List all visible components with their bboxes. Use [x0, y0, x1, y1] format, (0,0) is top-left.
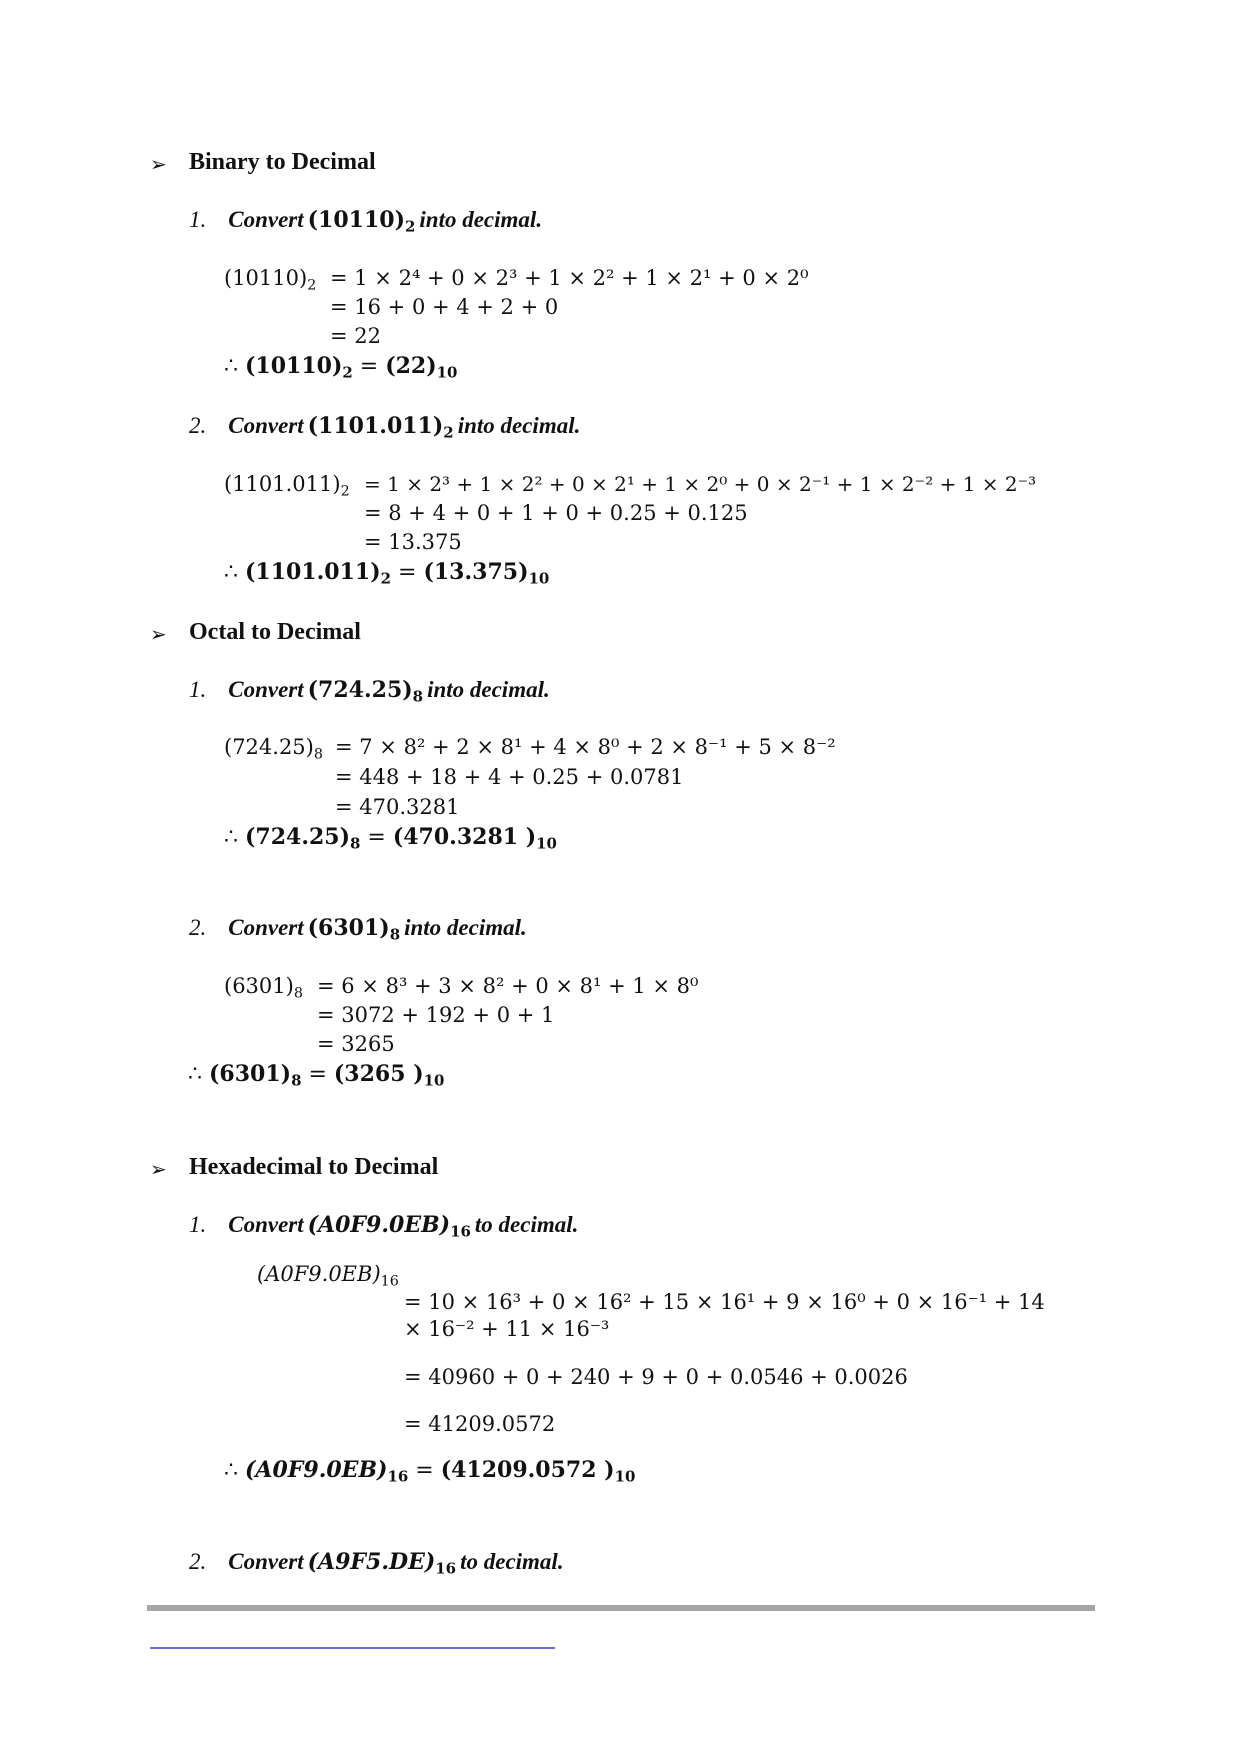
- result-line: ∴ $(1101.011)_2 = (13.375)_{10}$: [224, 559, 550, 588]
- equation-step: = 7 × 8² + 2 × 8¹ + 4 × 8⁰ + 2 × 8⁻¹ + 5 × 8⁻²: [335, 735, 836, 759]
- arrow-bullet-icon: ➢: [150, 622, 167, 646]
- equation-lhs: $(724.25)_8$: [224, 735, 323, 763]
- therefore-icon: ∴: [224, 354, 238, 379]
- equation-step: = 6 × 8³ + 3 × 8² + 0 × 8¹ + 1 × 8⁰: [317, 974, 699, 998]
- problem-suffix: into decimal.: [427, 677, 550, 702]
- problem-prefix: Convert: [228, 1549, 304, 1574]
- footer-divider: [147, 1605, 1095, 1611]
- equation-step: = 3072 + 192 + 0 + 1: [317, 1003, 555, 1027]
- equation-step: = 41209.0572: [404, 1412, 556, 1436]
- problem-value: $(1101.011)_2$: [307, 413, 454, 442]
- problem-value: $(A9F5.DE)_{16}$: [307, 1549, 457, 1578]
- equation-step: × 16⁻² + 11 × 16⁻³: [404, 1317, 610, 1341]
- problem-value: $(A0F9.0EB)_{16}$: [307, 1212, 471, 1241]
- problem-value: $(6301)_8$: [307, 915, 401, 944]
- therefore-icon: ∴: [224, 825, 238, 850]
- problem-prefix: Convert: [228, 413, 304, 438]
- problem-suffix: into decimal.: [457, 413, 581, 438]
- arrow-bullet-icon: ➢: [150, 152, 167, 176]
- equation-step: = 16 + 0 + 4 + 2 + 0: [330, 295, 559, 319]
- problem-number: 2.: [189, 1549, 207, 1574]
- problem-value: $(724.25)_8$: [307, 677, 424, 706]
- equation-step: = 22: [330, 324, 381, 348]
- equation-lhs: $(A0F9.0EB)_{16}$: [257, 1262, 399, 1290]
- result-line: ∴ $(6301)_8 = (3265$ )$_{10}$: [188, 1061, 445, 1090]
- problem-statement: [189, 207, 543, 236]
- problem-suffix: into decimal.: [419, 207, 543, 232]
- problem-number: 1.: [189, 677, 207, 702]
- equation-step: = 3265: [317, 1032, 395, 1056]
- problem-number: 1.: [189, 1212, 207, 1237]
- problem-suffix: into decimal.: [404, 915, 527, 940]
- therefore-icon: ∴: [188, 1062, 202, 1087]
- equation-lhs: $(1101.011)_2$: [224, 472, 350, 500]
- problem-number: 2.: [189, 413, 207, 438]
- therefore-icon: ∴: [224, 560, 238, 585]
- section-heading-binary: Binary to Decimal: [189, 149, 376, 175]
- equation-step: = 1 × 2⁴ + 0 × 2³ + 1 × 2² + 1 × 2¹ + 0 × 2⁰: [330, 266, 809, 290]
- equation-step: = 8 + 4 + 0 + 1 + 0 + 0.25 + 0.125: [364, 501, 748, 525]
- problem-statement: [189, 677, 550, 706]
- equation-lhs: $(10110)_2$: [224, 266, 317, 294]
- therefore-icon: ∴: [224, 1458, 238, 1483]
- problem-statement: [189, 1212, 579, 1241]
- result-line: ∴ $(10110)_2 = (22)_{10}$: [224, 353, 458, 382]
- equation-step: = 448 + 18 + 4 + 0.25 + 0.0781: [335, 765, 684, 789]
- section-heading-octal: Octal to Decimal: [189, 619, 361, 645]
- problem-statement: [189, 1549, 564, 1578]
- equation-step: = 470.3281: [335, 795, 460, 819]
- equation-step: = 13.375: [364, 530, 462, 554]
- equation-step: = 40960 + 0 + 240 + 9 + 0 + 0.0546 + 0.0026: [404, 1365, 908, 1389]
- equation-step: = 10 × 16³ + 0 × 16² + 15 × 16¹ + 9 × 16⁰ + 0 × 16⁻¹ + 14: [404, 1290, 1045, 1314]
- problem-statement: [189, 413, 581, 442]
- result-line: ∴ $(A0F9.0EB)_{16} = (41209.0572$ )$_{10}$: [224, 1457, 636, 1486]
- section-heading-hexadecimal: Hexadecimal to Decimal: [189, 1154, 439, 1180]
- problem-prefix: Convert: [228, 915, 304, 940]
- problem-number: 2.: [189, 915, 207, 940]
- problem-number: 1.: [189, 207, 207, 232]
- problem-statement: [189, 915, 527, 944]
- problem-prefix: Convert: [228, 207, 304, 232]
- footnote-separator-line: [150, 1647, 555, 1649]
- problem-suffix: to decimal.: [460, 1549, 564, 1574]
- equation-lhs: $(6301)_8$: [224, 974, 303, 1002]
- arrow-bullet-icon: ➢: [150, 1157, 167, 1181]
- equation-step: = 1 × 2³ + 1 × 2² + 0 × 2¹ + 1 × 2⁰ + 0 × 2⁻¹ + 1 × 2⁻² + 1 × 2⁻³: [364, 472, 1037, 496]
- problem-suffix: to decimal.: [474, 1212, 579, 1237]
- result-line: ∴ $(724.25)_8 = (470.3281$ )$_{10}$: [224, 824, 557, 853]
- problem-value: $(10110)_2$: [307, 207, 416, 236]
- problem-prefix: Convert: [228, 677, 304, 702]
- problem-prefix: Convert: [228, 1212, 304, 1237]
